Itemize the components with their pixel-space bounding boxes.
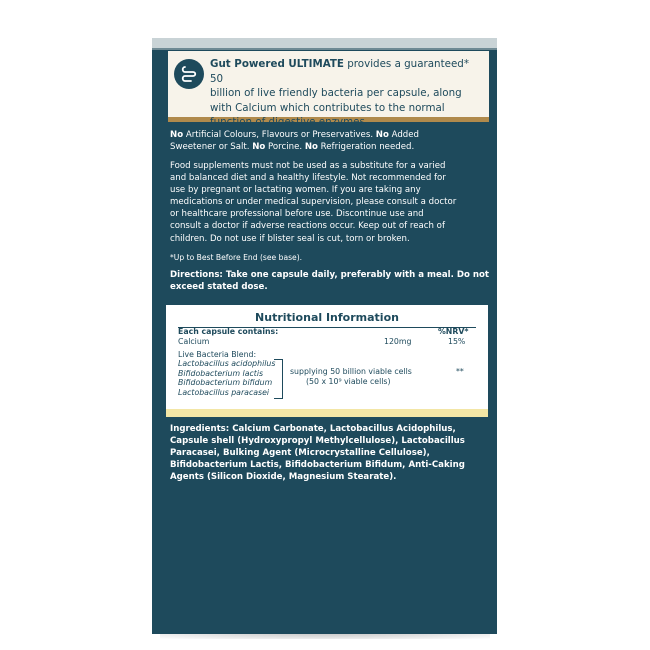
free-from-text: Artificial Colours, Flavours or Preservatives.: [183, 130, 376, 140]
brand-name: Gut Powered ULTIMATE: [210, 58, 344, 70]
warning-line: medications or under medical supervision, please consult a doctor: [170, 197, 457, 208]
supplying-text: supplying 50 billion viable cells: [290, 367, 412, 376]
free-from-text: Sweetener or Salt.: [170, 142, 253, 153]
warning-line: use by pregnant or lactating women. If you are taking any: [170, 185, 421, 196]
claim-line3: with Calcium which contributes to the normal: [210, 101, 445, 114]
free-from-text: Added: [388, 130, 420, 140]
strain-item: Bifidobacterium bifidum: [178, 378, 273, 387]
directions-line: exceed stated dose.: [170, 282, 268, 293]
warning-line: consult a doctor if adverse reactions occur. Keep out of reach of: [170, 221, 445, 232]
each-capsule-label: Each capsule contains:: [178, 327, 279, 336]
free-from-statement: [170, 129, 490, 153]
directions: [170, 269, 490, 293]
ingredients-line: Agents (Silicon Dioxide, Magnesium Stearate).: [170, 472, 397, 483]
no-word: No: [375, 130, 389, 140]
claim-panel: [168, 51, 489, 128]
calcium-nrv: 15%: [448, 337, 466, 346]
ingredients-line: Bifidobacterium Lactis, Bifidobacterium Bifidum, Anti-Caking: [170, 460, 465, 471]
viable-cells-text: (50 x 10⁹ viable cells): [306, 377, 391, 386]
strain-item: Bifidobacterium lactis: [178, 368, 264, 378]
warning-line: and balanced diet and a healthy lifestyle. Not recommended for: [170, 173, 446, 184]
gut-icon: [174, 59, 204, 89]
claim-text: [210, 57, 482, 130]
ingredients-line: Paracasei, Bulking Agent (Microcrystalline Cellulose),: [170, 448, 430, 459]
warnings-block: [170, 160, 490, 245]
calcium-amount: 120mg: [384, 337, 412, 346]
ingredients-line: Capsule shell (Hydroxypropyl Methylcellulose), Lactobacillus: [170, 436, 465, 447]
no-word: No: [252, 142, 266, 153]
no-word: No: [304, 142, 318, 153]
blend-nrv: **: [456, 367, 464, 376]
nutrition-panel: [166, 305, 488, 417]
warning-line: Food supplements must not be used as a substitute for a varied: [170, 161, 446, 171]
warning-line: or healthcare professional before use. Discontinue use and: [170, 209, 424, 220]
strain-item: Lactobacillus paracasei: [178, 387, 270, 397]
nrv-header: %NRV*: [438, 327, 469, 336]
free-from-text: Refrigeration needed.: [317, 142, 415, 153]
claim-line2: billion of live friendly bacteria per capsule, along: [210, 87, 462, 99]
warning-line: children. Do not use if blister seal is cut, torn or broken.: [170, 233, 410, 244]
best-before-footnote: *Up to Best Before End (see base).: [170, 253, 303, 262]
claim-line1: provides a guaranteed* 50: [210, 58, 469, 85]
no-word: No: [170, 130, 184, 140]
strain-item: Lactobacillus acidophilus: [178, 359, 276, 368]
claim-line4: function of digestive enzymes.: [210, 116, 369, 128]
box-top-flap: [152, 38, 497, 48]
strain-bracket: [274, 359, 283, 399]
directions-line: Directions: Take one capsule daily, preferably with a meal. Do not: [170, 270, 489, 280]
ingredients: [170, 423, 490, 483]
nutrition-title: Nutritional Information: [255, 311, 399, 324]
free-from-text: Porcine.: [265, 142, 305, 153]
blend-label: Live Bacteria Blend:: [178, 350, 257, 359]
ingredients-line: Ingredients: Calcium Carbonate, Lactobacillus Acidophilus,: [170, 424, 456, 434]
calcium-label: Calcium: [178, 337, 210, 346]
